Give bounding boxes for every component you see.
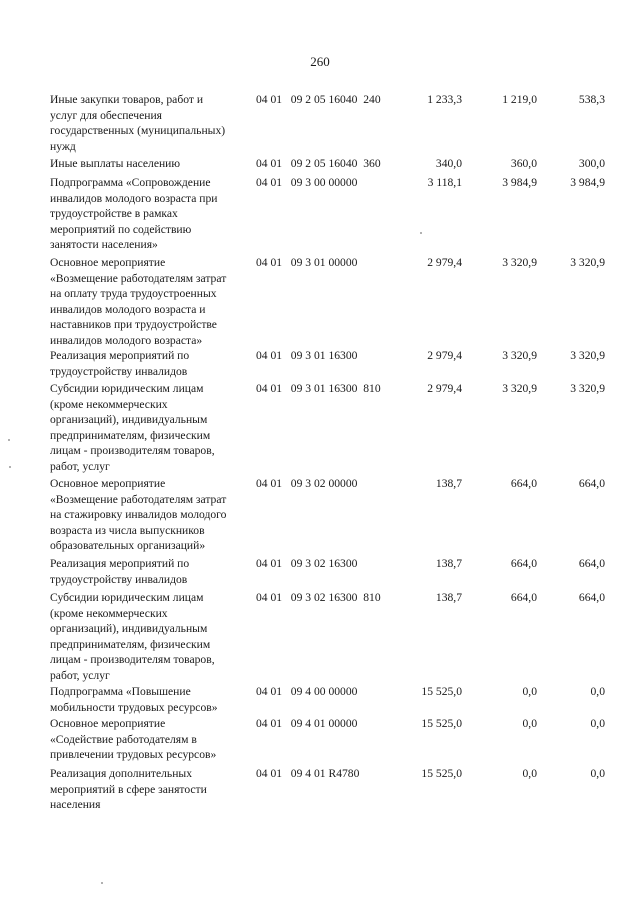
scan-speck <box>420 232 422 234</box>
row-name: Реализация мероприятий по трудоустройству инвалидов <box>50 349 190 378</box>
row-value-1: 1 233,3 <box>427 93 462 106</box>
scan-speck <box>9 466 11 468</box>
row-code: 04 01 09 3 02 00000 <box>256 477 358 490</box>
row-value-2: 664,0 <box>510 557 537 570</box>
row-name: Реализация мероприятий по трудоустройству инвалидов <box>50 557 190 586</box>
row-value-1: 138,7 <box>435 591 462 604</box>
row-name: Основное мероприятие «Возмещение работодателям затрат на стажировку инвалидов молодого возраста из числа выпускников образовательных организаций» <box>50 477 227 553</box>
row-value-3: 0,0 <box>590 767 605 780</box>
row-value-1: 2 979,4 <box>427 382 462 395</box>
row-code: 04 01 09 3 01 00000 <box>256 256 358 269</box>
row-code: 04 01 09 4 01 00000 <box>256 717 358 730</box>
row-name: Основное мероприятие «Содействие работодателям в привлечении трудовых ресурсов» <box>50 717 217 762</box>
row-code: 04 01 09 3 02 16300 810 <box>256 591 381 604</box>
row-name: Субсидии юридическим лицам (кроме некоммерческих организаций), индивидуальным предпринимателям, физическим лицам - производителям товаров, работ, услуг <box>50 382 215 473</box>
scan-speck <box>8 439 10 441</box>
row-value-2: 3 984,9 <box>502 176 537 189</box>
row-code: 04 01 09 2 05 16040 240 <box>256 93 381 106</box>
row-name: Иные закупки товаров, работ и услуг для обеспечения государственных (муниципальных) нужд <box>50 93 226 153</box>
row-value-2: 0,0 <box>522 717 537 730</box>
row-value-2: 360,0 <box>510 157 537 170</box>
row-value-2: 664,0 <box>510 591 537 604</box>
row-value-3: 3 320,9 <box>570 349 605 362</box>
row-value-1: 138,7 <box>435 557 462 570</box>
row-value-1: 340,0 <box>435 157 462 170</box>
row-code: 04 01 09 3 00 00000 <box>256 176 358 189</box>
page-number: 260 <box>310 54 330 69</box>
row-value-2: 3 320,9 <box>502 256 537 269</box>
row-value-1: 2 979,4 <box>427 256 462 269</box>
row-value-3: 664,0 <box>578 591 605 604</box>
row-value-1: 3 118,1 <box>427 176 462 189</box>
row-value-3: 538,3 <box>578 93 605 106</box>
row-value-1: 15 525,0 <box>421 685 462 698</box>
row-name: Основное мероприятие «Возмещение работодателям затрат на оплату труда трудоустроенных инвалидов молодого возраста и наставников при трудоустройстве инвалидов молодого возраста» <box>50 256 227 347</box>
row-value-2: 3 320,9 <box>502 349 537 362</box>
row-name: Иные выплаты населению <box>50 157 181 170</box>
row-value-3: 3 320,9 <box>570 382 605 395</box>
row-code: 04 01 09 3 01 16300 <box>256 349 358 362</box>
row-code: 04 01 09 3 02 16300 <box>256 557 358 570</box>
row-value-3: 664,0 <box>578 477 605 490</box>
row-value-1: 2 979,4 <box>427 349 462 362</box>
row-value-2: 664,0 <box>510 477 537 490</box>
row-name: Подпрограмма «Повышение мобильности трудовых ресурсов» <box>50 685 218 714</box>
row-value-1: 138,7 <box>435 477 462 490</box>
row-value-3: 0,0 <box>590 717 605 730</box>
row-value-2: 3 320,9 <box>502 382 537 395</box>
row-value-2: 0,0 <box>522 685 537 698</box>
row-code: 04 01 09 4 01 R4780 <box>256 767 360 780</box>
row-name: Подпрограмма «Сопровождение инвалидов молодого возраста при трудоустройстве в рамках мероприятий по содействию занятости населения» <box>50 176 218 252</box>
row-value-3: 0,0 <box>590 685 605 698</box>
row-value-1: 15 525,0 <box>421 767 462 780</box>
row-value-3: 3 984,9 <box>570 176 605 189</box>
row-code: 04 01 09 3 01 16300 810 <box>256 382 381 395</box>
row-value-3: 3 320,9 <box>570 256 605 269</box>
row-code: 04 01 09 4 00 00000 <box>256 685 358 698</box>
row-value-2: 0,0 <box>522 767 537 780</box>
row-code: 04 01 09 2 05 16040 360 <box>256 157 381 170</box>
row-value-3: 664,0 <box>578 557 605 570</box>
row-value-1: 15 525,0 <box>421 717 462 730</box>
row-name: Субсидии юридическим лицам (кроме некоммерческих организаций), индивидуальным предпринимателям, физическим лицам - производителям товаров, работ, услуг <box>50 591 215 682</box>
row-value-3: 300,0 <box>578 157 605 170</box>
row-name: Реализация дополнительных мероприятий в сфере занятости населения <box>50 767 207 812</box>
scan-speck <box>101 882 103 884</box>
row-value-2: 1 219,0 <box>502 93 537 106</box>
